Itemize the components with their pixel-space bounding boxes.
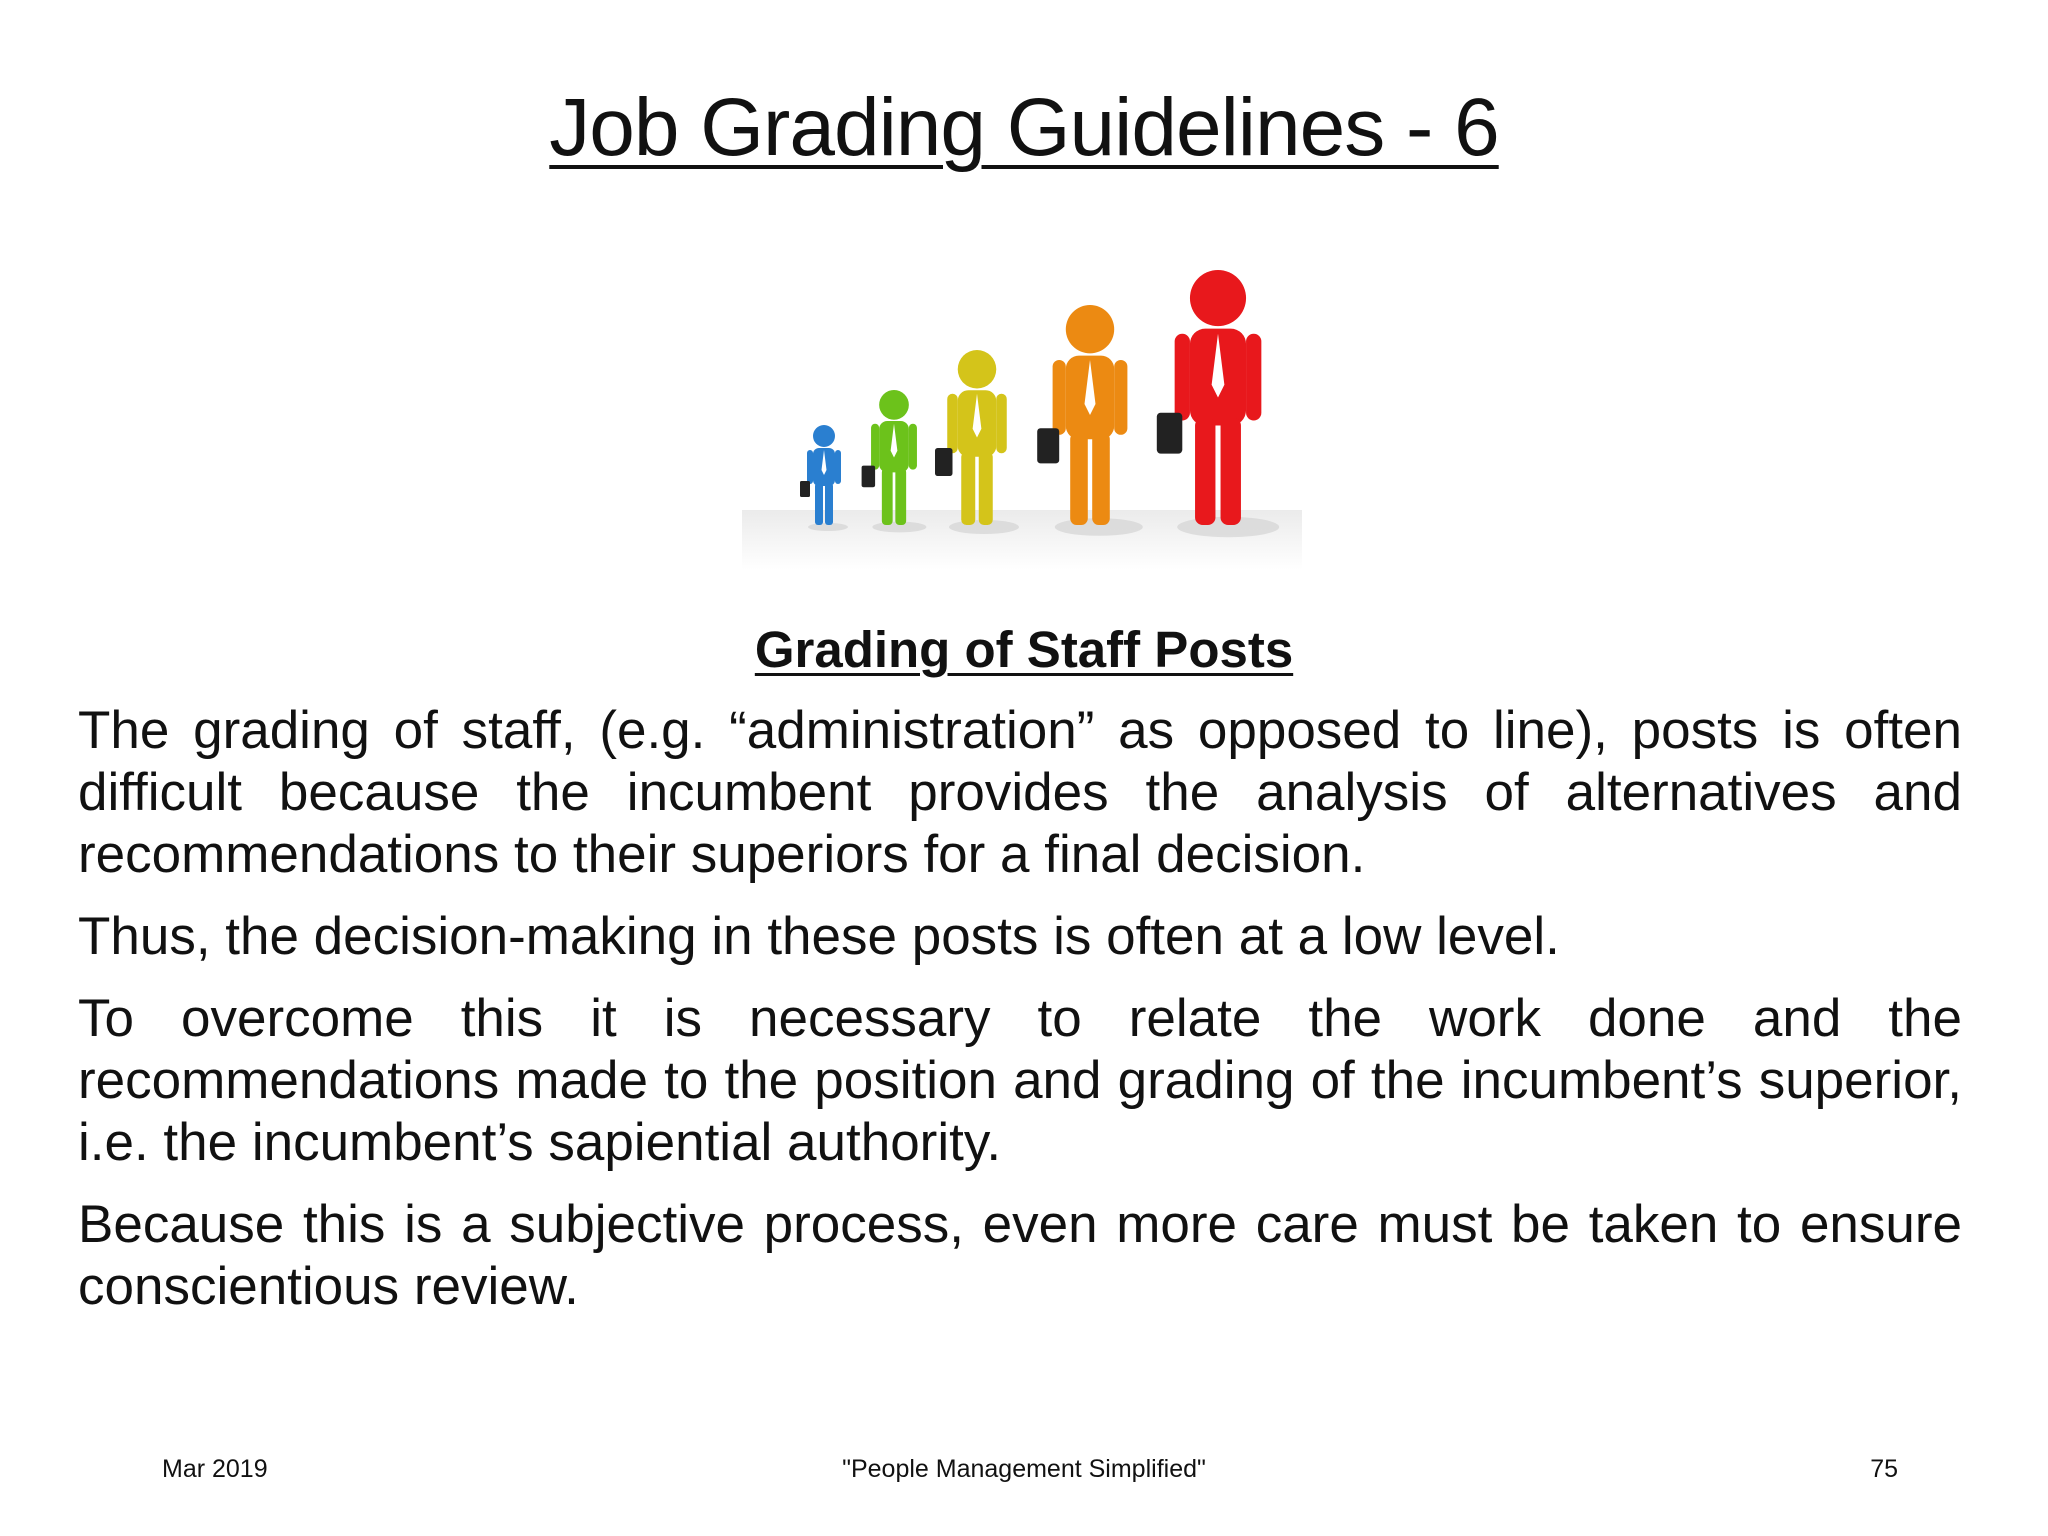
figure-illustration xyxy=(732,265,1312,575)
section-subheading xyxy=(0,618,2048,682)
footer-title: "People Management Simplified" xyxy=(842,1455,1206,1483)
slide-title xyxy=(0,78,2048,178)
person-figure xyxy=(935,350,1019,534)
person-figure xyxy=(1157,270,1279,537)
paragraph-1: The grading of staff, (e.g. “administration” as opposed to line), posts is often difficult because the incumbent provides the analysis of alternatives and recommendations to their superiors for a final decision. xyxy=(78,701,1962,884)
body-text xyxy=(78,700,1962,1338)
footer-page-number: 75 xyxy=(1870,1455,1898,1483)
subheading-text: Grading of Staff Posts xyxy=(754,621,1294,678)
paragraph-3: To overcome this it is necessary to relate the work done and the recommendations made to the position and grading of the incumbent’s superior, i.e. the incumbent’s sapiential authority. xyxy=(78,989,1962,1172)
person-figure xyxy=(1037,305,1143,536)
paragraph-2: Thus, the decision-making in these posts is often at a low level. xyxy=(78,907,1560,966)
footer-date: Mar 2019 xyxy=(162,1455,268,1483)
paragraph-4: Because this is a subjective process, even more care must be taken to ensure conscientious review. xyxy=(78,1195,1962,1316)
slide-title-text: Job Grading Guidelines - 6 xyxy=(549,82,1499,173)
growing-figures-icon xyxy=(732,265,1312,575)
